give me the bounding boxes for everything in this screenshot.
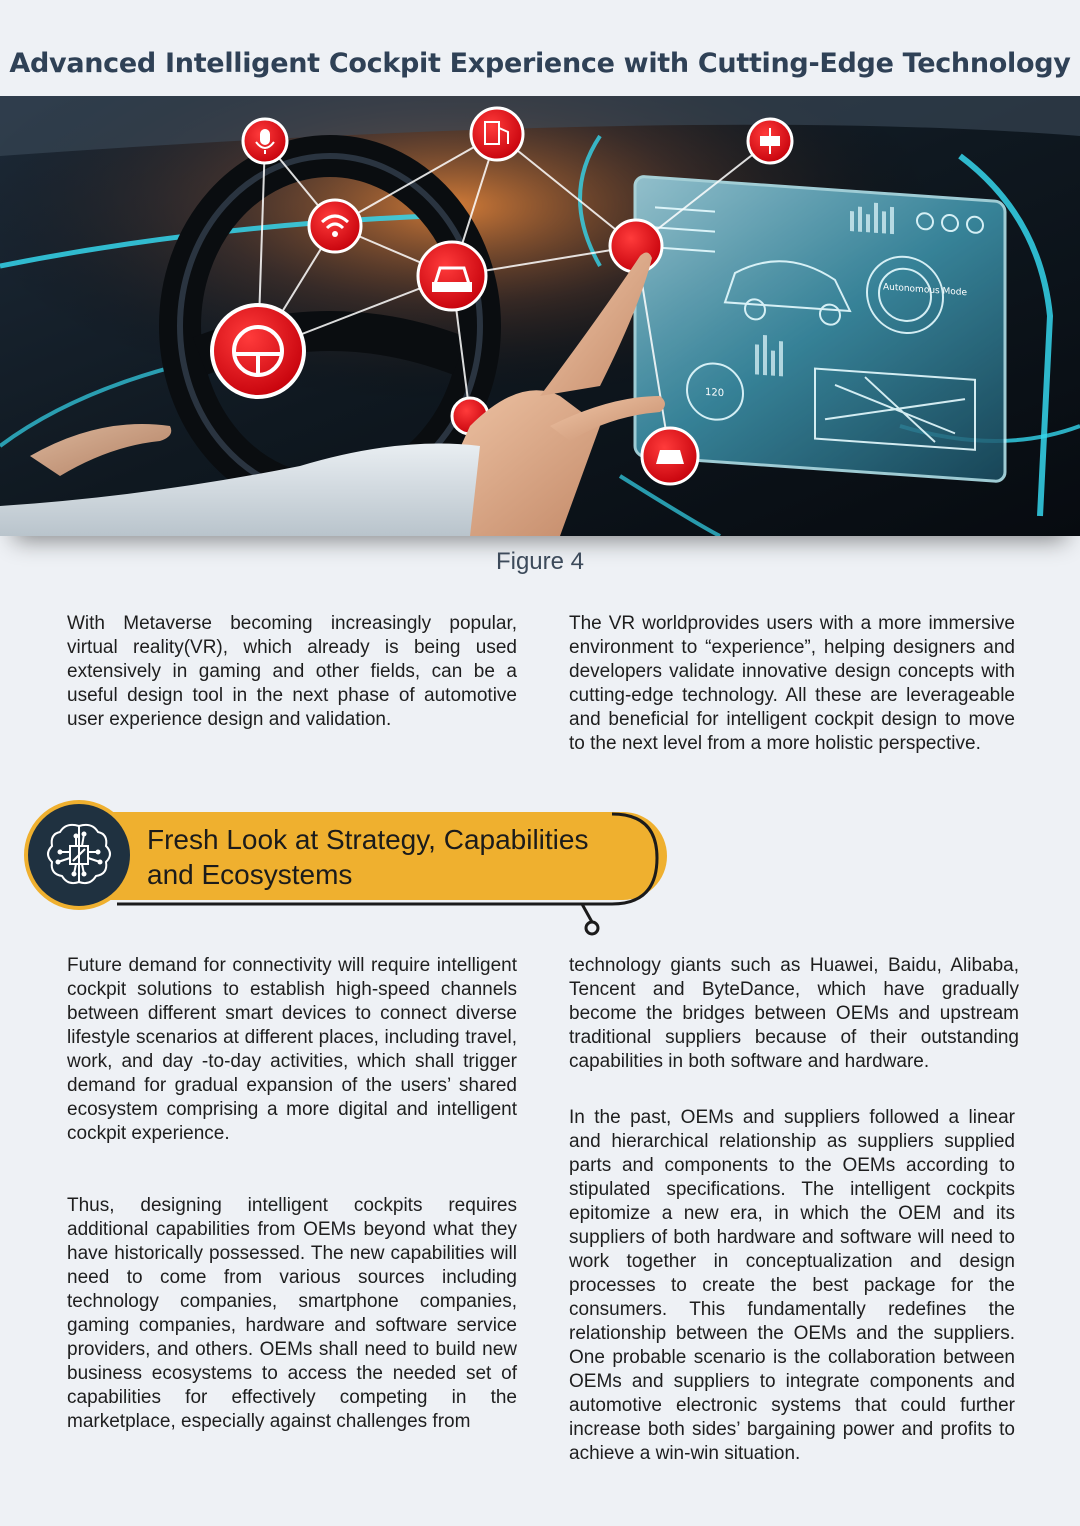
steering-wheel-icon — [212, 305, 304, 397]
section-heading — [147, 822, 647, 892]
speed-readout: 120 — [705, 386, 725, 400]
car-signal-icon — [642, 428, 698, 484]
gas-station-icon — [471, 108, 523, 160]
section-badge — [24, 800, 134, 910]
intro-right-paragraph: The VR worldprovides users with a more immersive environment to “experience”, helping designers and developers validate innovative design concepts with cutting-edge technology. All these are leverageable and beneficial for intelligent cockpit design to move to the next level from a more holistic perspective. — [569, 613, 1015, 754]
satellite-icon — [748, 119, 792, 163]
intro-left-paragraph: With Metaverse becoming increasingly popular, virtual reality(VR), which already is being used extensively in gaming and other fields, can be a useful design tool in the next phase of automotive user experience design and validation. — [67, 613, 517, 730]
wifi-icon — [309, 200, 361, 252]
car-front-icon — [418, 242, 486, 310]
body-right-paragraph-1: technology giants such as Huawei, Baidu, Alibaba, Tencent and ByteDance, which have gradually become the bridges between OEMs and upstream traditional suppliers because of their outstanding capabilities in both software and hardware. — [569, 955, 1019, 1072]
section-heading-line1: Fresh Look at Strategy, Capabilities — [147, 824, 589, 855]
section-heading-line2: and Ecosystems — [147, 859, 353, 890]
brain-circuit-icon — [28, 804, 130, 906]
body-left-paragraph-2: Thus, designing intelligent cockpits requires additional capabilities from OEMs beyond what they have historically possessed. The new capabilities will need to come from various sources including technology companies, smartphone companies, gaming companies, hardware and software service providers, and others. OEMs shall need to build new business ecosystems to access the needed set of capabilities for effectively competing in the marketplace, especially against challenges from — [67, 1195, 517, 1432]
page-title: Advanced Intelligent Cockpit Experience with Cutting-Edge Technology — [9, 48, 1071, 79]
body-right-paragraph-2: In the past, OEMs and suppliers followed a linear and hierarchical relationship as suppliers supplied parts and components to the OEMs according to stipulated specifications. The intelligent cockpits epitomize a new era, in which the OEM and its suppliers of both hardware and software will need to work together in conceptualization and design processes to create the best package for the consumers. This fundamentally redefines the relationship between the OEMs and the suppliers. One probable scenario is the collaboration between OEMs and suppliers to integrate components and automotive electronic systems that could further increase both sides’ bargaining power and profits to achieve a win-win situation. — [569, 1107, 1015, 1464]
cockpit-figure — [0, 96, 1080, 536]
microphone-icon — [243, 119, 287, 163]
section-banner — [22, 800, 672, 940]
figure-caption: Figure 4 — [495, 548, 585, 575]
body-left-paragraph-1: Future demand for connectivity will require intelligent cockpit solutions to establish high-speed channels between different smart devices to connect diverse lifestyle scenarios at different places, including travel, work, and day -to-day activities, which shall trigger demand for gradual expansion of the users’ shared ecosystem comprising a more digital and intelligent cockpit experience. — [67, 955, 517, 1144]
autonomous-mode-label: Autonomous Mode — [883, 282, 968, 299]
